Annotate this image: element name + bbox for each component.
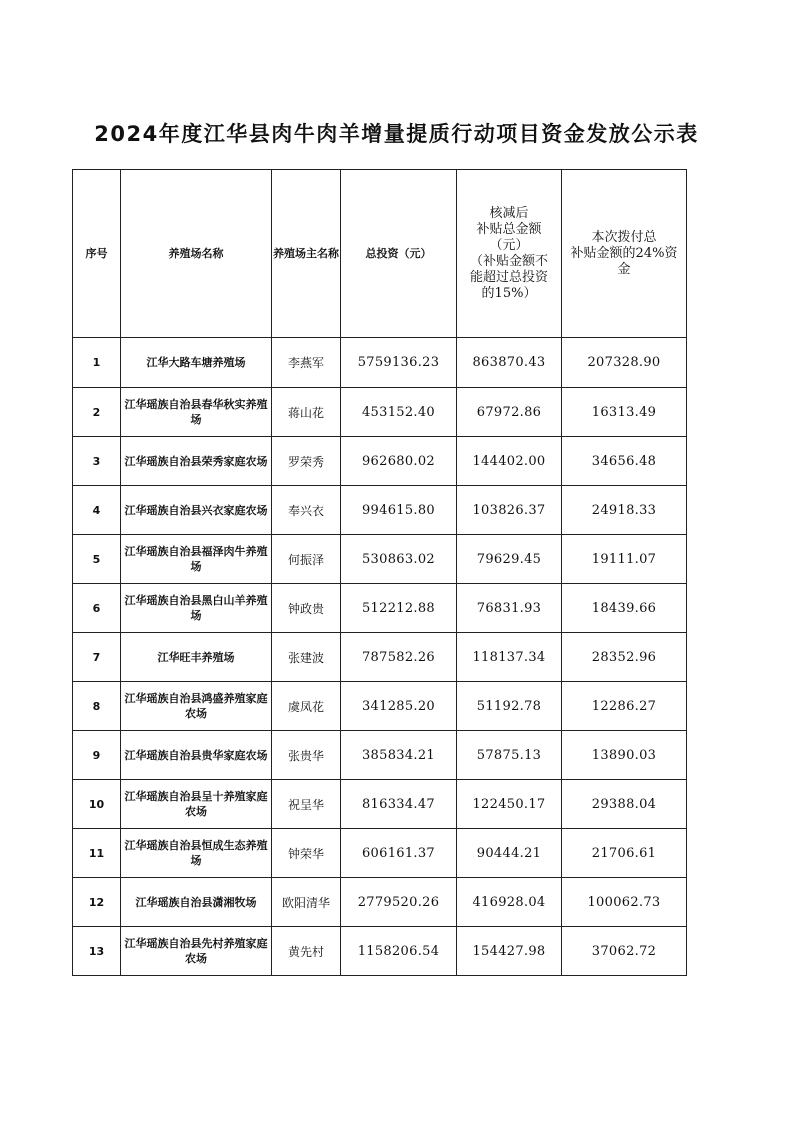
row-total-investment: 385834.21 (341, 731, 457, 780)
row-index: 13 (73, 927, 121, 976)
table-header-row (73, 170, 687, 338)
table-row (73, 829, 687, 878)
row-payment: 18439.66 (562, 584, 687, 633)
row-total-investment: 341285.20 (341, 682, 457, 731)
header-subsidy-total: 核减后 补贴总金额 （元） （补贴金额不 能超过总投资 的15%） (457, 170, 562, 338)
row-subsidy-total: 103826.37 (457, 486, 562, 535)
row-farm-name: 江华瑶族自治县黑白山羊养殖场 (121, 584, 272, 633)
table-row (73, 633, 687, 682)
row-subsidy-total: 118137.34 (457, 633, 562, 682)
table-row (73, 878, 687, 927)
row-farm-name: 江华瑶族自治县荣秀家庭农场 (121, 437, 272, 486)
row-owner-name: 祝呈华 (272, 780, 341, 829)
fund-table (72, 169, 687, 976)
table-row (73, 682, 687, 731)
row-farm-name: 江华旺丰养殖场 (121, 633, 272, 682)
row-total-investment: 2779520.26 (341, 878, 457, 927)
row-total-investment: 787582.26 (341, 633, 457, 682)
row-subsidy-total: 416928.04 (457, 878, 562, 927)
table-row (73, 584, 687, 633)
row-total-investment: 816334.47 (341, 780, 457, 829)
row-farm-name: 江华瑶族自治县福泽肉牛养殖场 (121, 535, 272, 584)
table-row (73, 731, 687, 780)
table-row (73, 338, 687, 388)
row-owner-name: 蒋山花 (272, 388, 341, 437)
row-total-investment: 5759136.23 (341, 338, 457, 388)
row-payment: 37062.72 (562, 927, 687, 976)
table-row (73, 780, 687, 829)
row-owner-name: 张贵华 (272, 731, 341, 780)
row-index: 3 (73, 437, 121, 486)
row-payment: 28352.96 (562, 633, 687, 682)
row-payment: 34656.48 (562, 437, 687, 486)
row-owner-name: 奉兴衣 (272, 486, 341, 535)
row-index: 6 (73, 584, 121, 633)
header-payment-24pct: 本次拨付总 补贴金额的24%资 金 (562, 170, 687, 338)
row-index: 9 (73, 731, 121, 780)
table-row (73, 388, 687, 437)
row-payment: 21706.61 (562, 829, 687, 878)
row-index: 5 (73, 535, 121, 584)
row-farm-name: 江华瑶族自治县潇湘牧场 (121, 878, 272, 927)
row-total-investment: 530863.02 (341, 535, 457, 584)
row-index: 8 (73, 682, 121, 731)
row-index: 7 (73, 633, 121, 682)
row-payment: 207328.90 (562, 338, 687, 388)
row-payment: 12286.27 (562, 682, 687, 731)
row-farm-name: 江华瑶族自治县春华秋实养殖场 (121, 388, 272, 437)
row-owner-name: 黄先村 (272, 927, 341, 976)
row-index: 12 (73, 878, 121, 927)
row-owner-name: 钟荣华 (272, 829, 341, 878)
row-subsidy-total: 67972.86 (457, 388, 562, 437)
row-index: 10 (73, 780, 121, 829)
row-payment: 13890.03 (562, 731, 687, 780)
row-subsidy-total: 863870.43 (457, 338, 562, 388)
header-owner-name: 养殖场主名称 (272, 170, 341, 338)
table-row (73, 437, 687, 486)
row-subsidy-total: 76831.93 (457, 584, 562, 633)
row-subsidy-total: 90444.21 (457, 829, 562, 878)
row-payment: 29388.04 (562, 780, 687, 829)
row-owner-name: 李燕军 (272, 338, 341, 388)
row-total-investment: 1158206.54 (341, 927, 457, 976)
row-owner-name: 罗荣秀 (272, 437, 341, 486)
row-subsidy-total: 154427.98 (457, 927, 562, 976)
row-total-investment: 994615.80 (341, 486, 457, 535)
row-owner-name: 张建波 (272, 633, 341, 682)
row-index: 1 (73, 338, 121, 388)
row-total-investment: 606161.37 (341, 829, 457, 878)
row-total-investment: 962680.02 (341, 437, 457, 486)
header-farm-name: 养殖场名称 (121, 170, 272, 338)
row-subsidy-total: 51192.78 (457, 682, 562, 731)
row-payment: 16313.49 (562, 388, 687, 437)
header-index: 序号 (73, 170, 121, 338)
row-farm-name: 江华瑶族自治县先村养殖家庭农场 (121, 927, 272, 976)
table-row (73, 535, 687, 584)
row-farm-name: 江华瑶族自治县兴衣家庭农场 (121, 486, 272, 535)
row-index: 4 (73, 486, 121, 535)
row-index: 11 (73, 829, 121, 878)
row-owner-name: 何振泽 (272, 535, 341, 584)
row-owner-name: 虞凤花 (272, 682, 341, 731)
row-total-investment: 453152.40 (341, 388, 457, 437)
table-row (73, 927, 687, 976)
row-farm-name: 江华瑶族自治县恒成生态养殖场 (121, 829, 272, 878)
row-farm-name: 江华瑶族自治县贵华家庭农场 (121, 731, 272, 780)
row-payment: 19111.07 (562, 535, 687, 584)
row-subsidy-total: 79629.45 (457, 535, 562, 584)
row-subsidy-total: 57875.13 (457, 731, 562, 780)
row-farm-name: 江华瑶族自治县呈十养殖家庭农场 (121, 780, 272, 829)
table-row (73, 486, 687, 535)
header-total-investment: 总投资（元） (341, 170, 457, 338)
page-title: 2024年度江华县肉牛肉羊增量提质行动项目资金发放公示表 (94, 122, 699, 146)
row-total-investment: 512212.88 (341, 584, 457, 633)
row-subsidy-total: 122450.17 (457, 780, 562, 829)
row-payment: 24918.33 (562, 486, 687, 535)
row-farm-name: 江华大路车塘养殖场 (121, 338, 272, 388)
row-owner-name: 欧阳清华 (272, 878, 341, 927)
row-owner-name: 钟政贵 (272, 584, 341, 633)
row-farm-name: 江华瑶族自治县鸿盛养殖家庭农场 (121, 682, 272, 731)
row-payment: 100062.73 (562, 878, 687, 927)
row-subsidy-total: 144402.00 (457, 437, 562, 486)
row-index: 2 (73, 388, 121, 437)
